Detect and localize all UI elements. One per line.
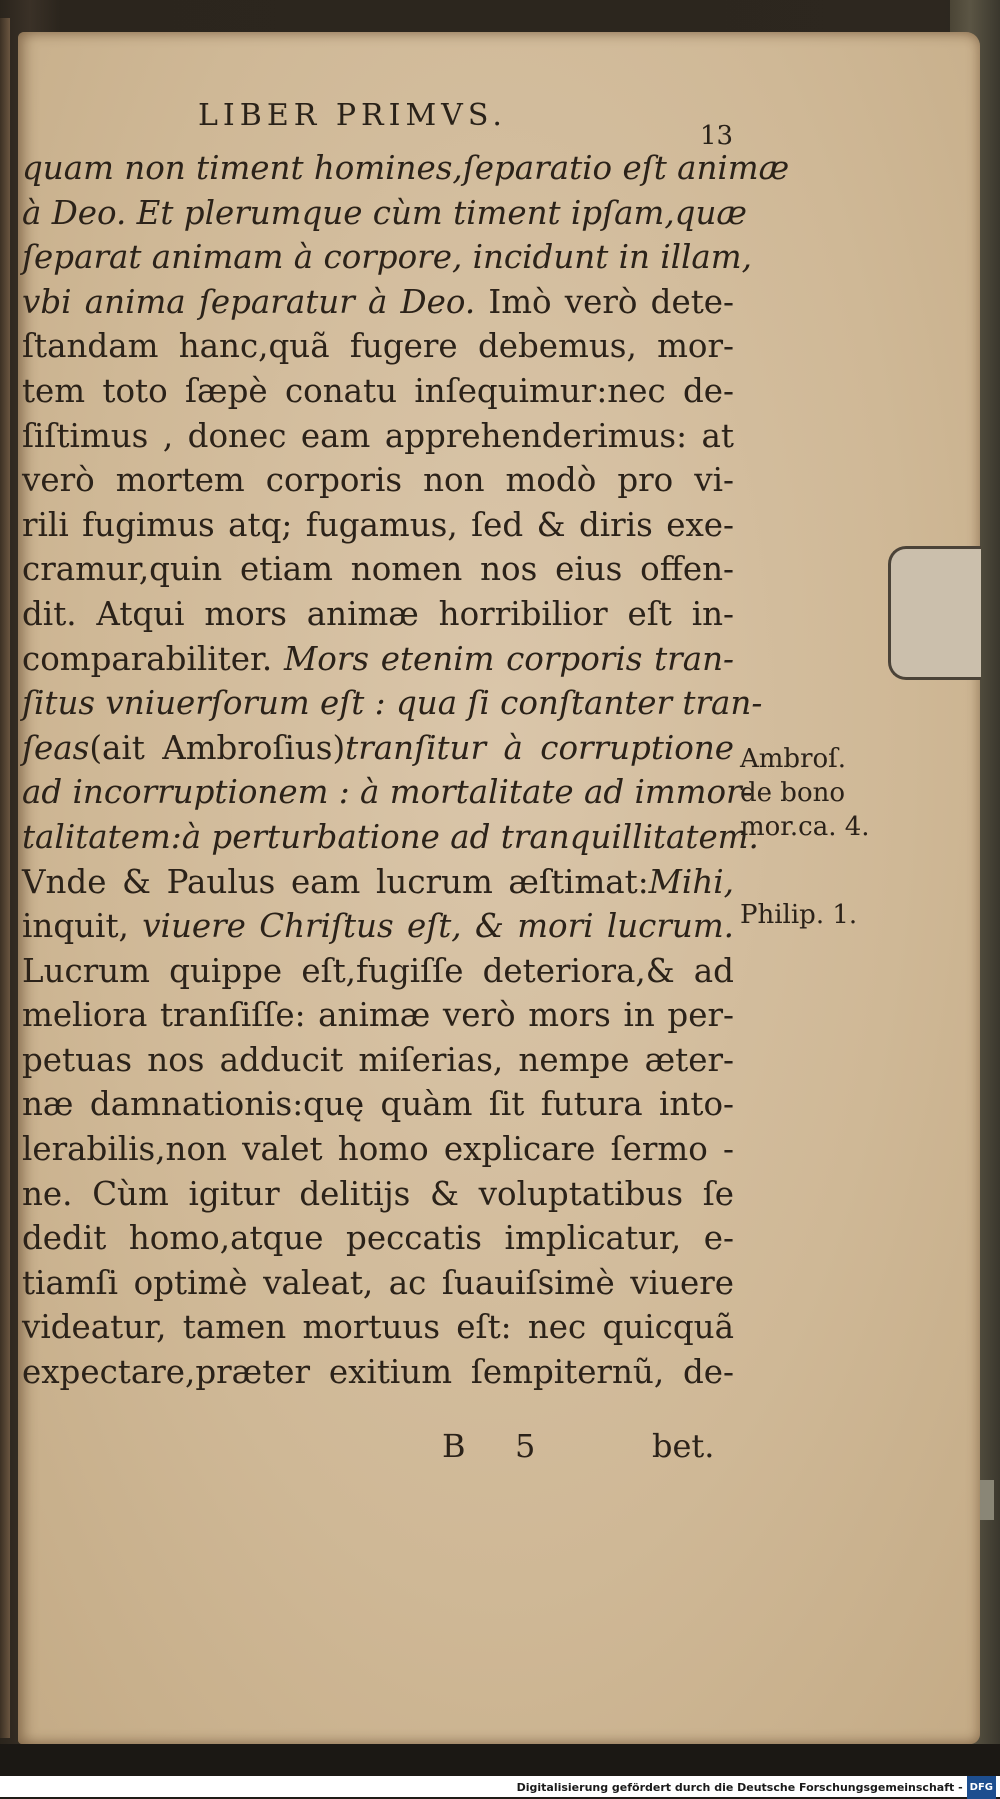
text-line	[22, 637, 734, 682]
text-line	[22, 1082, 734, 1127]
text-line	[22, 503, 734, 548]
text-line	[22, 458, 734, 503]
roman-text-segment: meliora tranſiſſe: animæ verò mors in per-	[22, 996, 734, 1035]
roman-text-segment: Lucrum quippe eſt,fugiſſe deteriora,& ad	[22, 951, 734, 990]
page-number: 13	[700, 121, 734, 151]
roman-text-segment: Vnde & Paulus eam lucrum æſtimat:	[22, 862, 649, 901]
italic-text-segment: ſitus vniuerſorum eſt : qua ſi conſtanter tran-	[22, 684, 763, 723]
roman-text-segment: Imò verò dete-	[475, 282, 734, 321]
text-line	[22, 369, 734, 414]
italic-text-segment: ſeparat animam à corpore, incidunt in illam,	[22, 238, 752, 277]
roman-text-segment: verò mortem corporis non modò pro vi-	[22, 461, 734, 500]
roman-text-segment: videatur, tamen mortuus eſt: nec quicquã	[22, 1308, 734, 1347]
marginal-note-ambrose: Ambroſ.	[740, 744, 847, 774]
text-line	[22, 949, 734, 994]
text-line	[22, 1127, 734, 1172]
text-line	[22, 1261, 734, 1306]
text-line	[22, 324, 734, 369]
roman-text-segment: inquit,	[22, 907, 143, 946]
roman-text-segment: rili fugimus atq; fugamus, ſed & diris exe-	[22, 505, 734, 544]
text-line	[22, 1305, 734, 1350]
italic-text-segment: viuere Chriſtus eſt, & mori lucrum.	[142, 907, 734, 946]
text-line	[22, 146, 790, 191]
italic-text-segment: ſeas	[22, 728, 90, 767]
roman-text-segment: ſtandam hanc,quã fugere debemus, mor-	[22, 327, 734, 366]
italic-text-segment: vbi anima ſeparatur à Deo.	[22, 282, 476, 321]
text-line	[22, 547, 734, 592]
text-line	[22, 993, 734, 1038]
italic-text-segment: quam non timent homines,ſeparatio eſt animæ	[22, 149, 790, 187]
text-line	[22, 235, 752, 280]
running-title: LIBER PRIMVS.	[198, 98, 507, 133]
funding-credit-bar	[0, 1776, 1000, 1797]
text-line	[22, 1038, 734, 1083]
text-line	[22, 1350, 734, 1395]
signature-number: 5	[515, 1427, 536, 1465]
text-line	[22, 904, 734, 949]
italic-text-segment: talitatem:à perturbatione ad tranquillitatem.	[22, 817, 759, 856]
scanner-bottom-band	[0, 1744, 1000, 1776]
roman-text-segment: (ait Ambroſius)	[89, 728, 346, 767]
italic-text-segment: Mihi,	[648, 862, 734, 901]
text-line	[22, 681, 763, 726]
roman-text-segment: tiamſi optimè valeat, ac ſuauiſsimè viuere	[22, 1263, 734, 1302]
roman-text-segment: ſiſtimus , donec eam apprehenderimus: at	[22, 416, 734, 455]
page-gutter	[0, 18, 10, 1738]
text-line	[22, 770, 753, 815]
roman-text-segment: petuas nos adducit miſerias, nempe æter-	[22, 1040, 734, 1079]
roman-text-segment: cramur,quin etiam nomen nos eius offen-	[22, 550, 734, 589]
roman-text-segment: tem toto ſæpè conatu inſequimur:nec de-	[22, 371, 734, 410]
roman-text-segment: dit. Atqui mors animæ horribilior eſt in-	[22, 594, 734, 633]
page-clasp-tab	[888, 546, 981, 680]
italic-text-segment: tranſitur à corruptione	[345, 728, 735, 767]
text-line	[22, 815, 759, 860]
marginal-note-philippians: Philip. 1.	[740, 900, 858, 930]
roman-text-segment: expectare,præter exitium ſempiternũ, de-	[22, 1353, 734, 1392]
marginal-note-ambrose-chapter: mor.ca. 4.	[740, 812, 870, 842]
roman-text-segment: dedit homo,atque peccatis implicatur, e-	[22, 1219, 734, 1258]
text-line	[22, 860, 734, 905]
roman-text-segment: comparabiliter.	[22, 639, 284, 678]
text-line	[22, 414, 734, 459]
text-line	[22, 191, 747, 236]
italic-text-segment: ad incorruptionem : à mortalitate ad immor-	[22, 773, 753, 812]
marginal-note-ambrose-work: de bono	[740, 778, 845, 808]
funding-credit-text: Digitalisierung gefördert durch die Deutsche Forschungsgemeinschaft -	[516, 1780, 963, 1794]
text-line	[22, 1172, 734, 1217]
italic-text-segment: Mors etenim corporis tran-	[283, 639, 734, 678]
signature-letter: B	[442, 1427, 466, 1465]
italic-text-segment: à Deo. Et plerumque cùm timent ipſam,quæ	[22, 193, 747, 232]
dfg-logo: DFG	[967, 1776, 996, 1799]
text-line	[22, 280, 734, 325]
body-text	[22, 146, 790, 1395]
roman-text-segment: lerabilis,non valet homo explicare ſermo -	[22, 1130, 734, 1169]
catchword: bet.	[652, 1427, 715, 1465]
text-line	[22, 726, 734, 771]
roman-text-segment: næ damnationis:quę quàm ſit futura into-	[22, 1085, 734, 1124]
text-line	[22, 1216, 734, 1261]
text-line	[22, 592, 734, 637]
roman-text-segment: ne. Cùm igitur delitijs & voluptatibus ſe	[22, 1174, 734, 1213]
